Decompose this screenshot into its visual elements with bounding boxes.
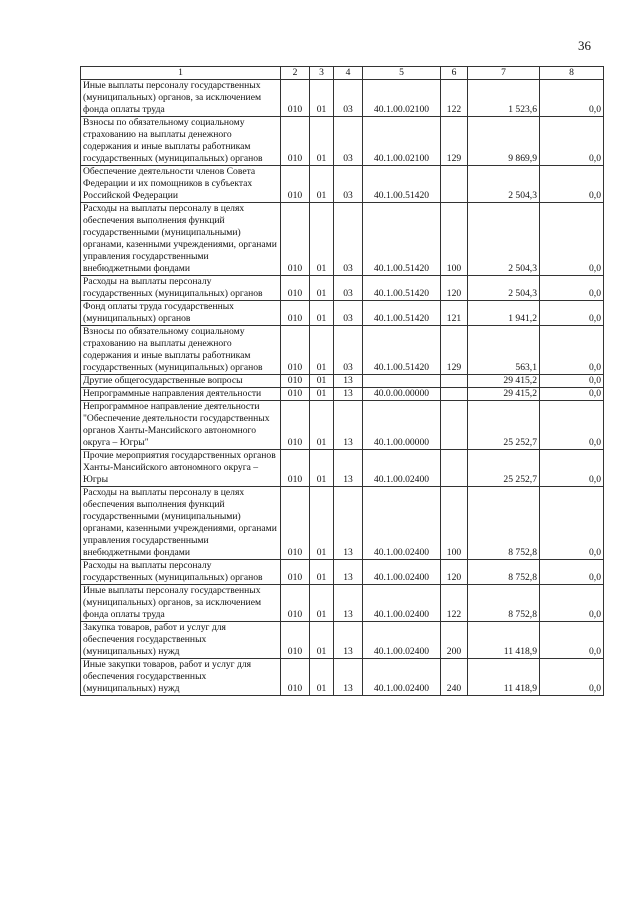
target-article-code-cell: 40.0.00.00000 [363, 388, 441, 401]
table-row [81, 326, 604, 375]
table-row [81, 117, 604, 166]
table-row [81, 585, 604, 622]
section-code-cell: 01 [310, 388, 334, 401]
column-header-2: 2 [281, 67, 310, 80]
column-header-8: 8 [540, 67, 604, 80]
amount-subsidy-cell: 0,0 [540, 401, 604, 450]
column-header-4: 4 [334, 67, 363, 80]
table-row [81, 203, 604, 276]
ministry-code-cell: 010 [281, 276, 310, 301]
subsection-code-cell: 13 [334, 622, 363, 659]
column-header-7: 7 [468, 67, 540, 80]
subsection-code-cell: 13 [334, 585, 363, 622]
target-article-code-cell: 40.1.00.02400 [363, 487, 441, 560]
ministry-code-cell: 010 [281, 117, 310, 166]
amount-value-cell: 9 869,9 [468, 117, 540, 166]
expense-name-cell: Взносы по обязательному социальному страхованию на выплаты денежного содержания и иные выплаты работникам государственных (муниципальных) органов [81, 326, 281, 375]
expense-name-cell: Расходы на выплаты персоналу государственных (муниципальных) органов [81, 276, 281, 301]
amount-value-cell: 8 752,8 [468, 487, 540, 560]
amount-subsidy-cell: 0,0 [540, 487, 604, 560]
ministry-code-cell: 010 [281, 659, 310, 696]
amount-value-cell: 25 252,7 [468, 450, 540, 487]
target-article-code-cell: 40.1.00.02400 [363, 585, 441, 622]
expense-name-cell: Расходы на выплаты персоналу в целях обеспечения выполнения функций государственными (муниципальными) органами, казенными учреждениями, органами управления государственными внебюджетными фондами [81, 487, 281, 560]
amount-value-cell: 2 504,3 [468, 203, 540, 276]
ministry-code-cell: 010 [281, 622, 310, 659]
amount-value-cell: 8 752,8 [468, 560, 540, 585]
amount-subsidy-cell: 0,0 [540, 622, 604, 659]
ministry-code-cell: 010 [281, 585, 310, 622]
ministry-code-cell: 010 [281, 326, 310, 375]
budget-table [80, 66, 604, 696]
amount-value-cell: 11 418,9 [468, 659, 540, 696]
ministry-code-cell: 010 [281, 203, 310, 276]
amount-subsidy-cell: 0,0 [540, 203, 604, 276]
section-code-cell: 01 [310, 276, 334, 301]
section-code-cell: 01 [310, 375, 334, 388]
table-body [81, 80, 604, 696]
amount-value-cell: 29 415,2 [468, 375, 540, 388]
target-article-code-cell: 40.1.00.51420 [363, 326, 441, 375]
target-article-code-cell: 40.1.00.02400 [363, 622, 441, 659]
ministry-code-cell: 010 [281, 487, 310, 560]
expense-name-cell: Расходы на выплаты персоналу государственных (муниципальных) органов [81, 560, 281, 585]
target-article-code-cell: 40.1.00.00000 [363, 401, 441, 450]
section-code-cell: 01 [310, 560, 334, 585]
expense-type-code-cell [441, 166, 468, 203]
column-header-5: 5 [363, 67, 441, 80]
header-row [81, 67, 604, 80]
amount-subsidy-cell: 0,0 [540, 80, 604, 117]
target-article-code-cell: 40.1.00.02400 [363, 659, 441, 696]
section-code-cell: 01 [310, 166, 334, 203]
subsection-code-cell: 13 [334, 560, 363, 585]
ministry-code-cell: 010 [281, 166, 310, 203]
amount-subsidy-cell: 0,0 [540, 585, 604, 622]
expense-type-code-cell: 122 [441, 80, 468, 117]
expense-type-code-cell: 120 [441, 560, 468, 585]
table-header [81, 67, 604, 80]
amount-subsidy-cell: 0,0 [540, 326, 604, 375]
section-code-cell: 01 [310, 450, 334, 487]
target-article-code-cell: 40.1.00.51420 [363, 203, 441, 276]
subsection-code-cell: 13 [334, 401, 363, 450]
amount-value-cell: 11 418,9 [468, 622, 540, 659]
amount-value-cell: 1 941,2 [468, 301, 540, 326]
target-article-code-cell: 40.1.00.51420 [363, 301, 441, 326]
expense-type-code-cell: 100 [441, 487, 468, 560]
expense-name-cell: Фонд оплаты труда государственных (муниципальных) органов [81, 301, 281, 326]
expense-name-cell: Непрограммные направления деятельности [81, 388, 281, 401]
amount-value-cell: 29 415,2 [468, 388, 540, 401]
expense-name-cell: Обеспечение деятельности членов Совета Федерации и их помощников в субъектах Российской Федерации [81, 166, 281, 203]
expense-name-cell: Закупка товаров, работ и услуг для обеспечения государственных (муниципальных) нужд [81, 622, 281, 659]
amount-value-cell: 563,1 [468, 326, 540, 375]
amount-subsidy-cell: 0,0 [540, 388, 604, 401]
section-code-cell: 01 [310, 203, 334, 276]
table-row [81, 622, 604, 659]
section-code-cell: 01 [310, 301, 334, 326]
column-header-1: 1 [81, 67, 281, 80]
target-article-code-cell: 40.1.00.02100 [363, 80, 441, 117]
amount-subsidy-cell: 0,0 [540, 560, 604, 585]
section-code-cell: 01 [310, 659, 334, 696]
table-row [81, 659, 604, 696]
amount-subsidy-cell: 0,0 [540, 276, 604, 301]
expense-type-code-cell: 129 [441, 117, 468, 166]
amount-subsidy-cell: 0,0 [540, 659, 604, 696]
target-article-code-cell: 40.1.00.51420 [363, 276, 441, 301]
expense-name-cell: Непрограммное направление деятельности "Обеспечение деятельности государственных органов Ханты-Мансийского автономного округа – Югры" [81, 401, 281, 450]
expense-type-code-cell: 122 [441, 585, 468, 622]
table-row [81, 301, 604, 326]
subsection-code-cell: 03 [334, 326, 363, 375]
ministry-code-cell: 010 [281, 401, 310, 450]
page-number: 36 [578, 38, 591, 53]
expense-type-code-cell: 100 [441, 203, 468, 276]
subsection-code-cell: 03 [334, 301, 363, 326]
amount-subsidy-cell: 0,0 [540, 450, 604, 487]
section-code-cell: 01 [310, 117, 334, 166]
amount-subsidy-cell: 0,0 [540, 117, 604, 166]
expense-type-code-cell: 129 [441, 326, 468, 375]
expense-name-cell: Взносы по обязательному социальному страхованию на выплаты денежного содержания и иные выплаты работникам государственных (муниципальных) органов [81, 117, 281, 166]
subsection-code-cell: 03 [334, 276, 363, 301]
target-article-code-cell: 40.1.00.02100 [363, 117, 441, 166]
expense-type-code-cell: 240 [441, 659, 468, 696]
amount-subsidy-cell: 0,0 [540, 301, 604, 326]
expense-name-cell: Иные выплаты персоналу государственных (муниципальных) органов, за исключением фонда оплаты труда [81, 80, 281, 117]
amount-subsidy-cell: 0,0 [540, 375, 604, 388]
table-row [81, 401, 604, 450]
table-row [81, 276, 604, 301]
target-article-code-cell: 40.1.00.02400 [363, 450, 441, 487]
expense-type-code-cell [441, 401, 468, 450]
section-code-cell: 01 [310, 622, 334, 659]
ministry-code-cell: 010 [281, 375, 310, 388]
target-article-code-cell: 40.1.00.51420 [363, 166, 441, 203]
expense-type-code-cell: 200 [441, 622, 468, 659]
expense-type-code-cell: 120 [441, 276, 468, 301]
subsection-code-cell: 13 [334, 487, 363, 560]
table-row [81, 80, 604, 117]
table-row [81, 450, 604, 487]
target-article-code-cell: 40.1.00.02400 [363, 560, 441, 585]
expense-name-cell: Иные выплаты персоналу государственных (муниципальных) органов, за исключением фонда оплаты труда [81, 585, 281, 622]
ministry-code-cell: 010 [281, 301, 310, 326]
amount-value-cell: 25 252,7 [468, 401, 540, 450]
expense-name-cell: Расходы на выплаты персоналу в целях обеспечения выполнения функций государственными (муниципальными) органами, казенными учреждениями, органами управления государственными внебюджетными фондами [81, 203, 281, 276]
subsection-code-cell: 03 [334, 203, 363, 276]
expense-name-cell: Прочие мероприятия государственных органов Ханты-Мансийского автономного округа – Югры [81, 450, 281, 487]
target-article-code-cell [363, 375, 441, 388]
subsection-code-cell: 03 [334, 80, 363, 117]
table-row [81, 487, 604, 560]
subsection-code-cell: 03 [334, 166, 363, 203]
section-code-cell: 01 [310, 585, 334, 622]
table-row [81, 375, 604, 388]
expense-type-code-cell [441, 388, 468, 401]
expense-type-code-cell: 121 [441, 301, 468, 326]
ministry-code-cell: 010 [281, 388, 310, 401]
column-header-3: 3 [310, 67, 334, 80]
ministry-code-cell: 010 [281, 560, 310, 585]
amount-subsidy-cell: 0,0 [540, 166, 604, 203]
table-row [81, 560, 604, 585]
subsection-code-cell: 13 [334, 388, 363, 401]
section-code-cell: 01 [310, 487, 334, 560]
expense-type-code-cell [441, 450, 468, 487]
section-code-cell: 01 [310, 401, 334, 450]
amount-value-cell: 2 504,3 [468, 276, 540, 301]
table-row [81, 388, 604, 401]
section-code-cell: 01 [310, 80, 334, 117]
ministry-code-cell: 010 [281, 450, 310, 487]
section-code-cell: 01 [310, 326, 334, 375]
subsection-code-cell: 13 [334, 375, 363, 388]
expense-type-code-cell [441, 375, 468, 388]
table-row [81, 166, 604, 203]
subsection-code-cell: 13 [334, 659, 363, 696]
column-header-6: 6 [441, 67, 468, 80]
amount-value-cell: 1 523,6 [468, 80, 540, 117]
expense-name-cell: Иные закупки товаров, работ и услуг для обеспечения государственных (муниципальных) нужд [81, 659, 281, 696]
expense-name-cell: Другие общегосударственные вопросы [81, 375, 281, 388]
ministry-code-cell: 010 [281, 80, 310, 117]
amount-value-cell: 8 752,8 [468, 585, 540, 622]
subsection-code-cell: 13 [334, 450, 363, 487]
amount-value-cell: 2 504,3 [468, 166, 540, 203]
subsection-code-cell: 03 [334, 117, 363, 166]
